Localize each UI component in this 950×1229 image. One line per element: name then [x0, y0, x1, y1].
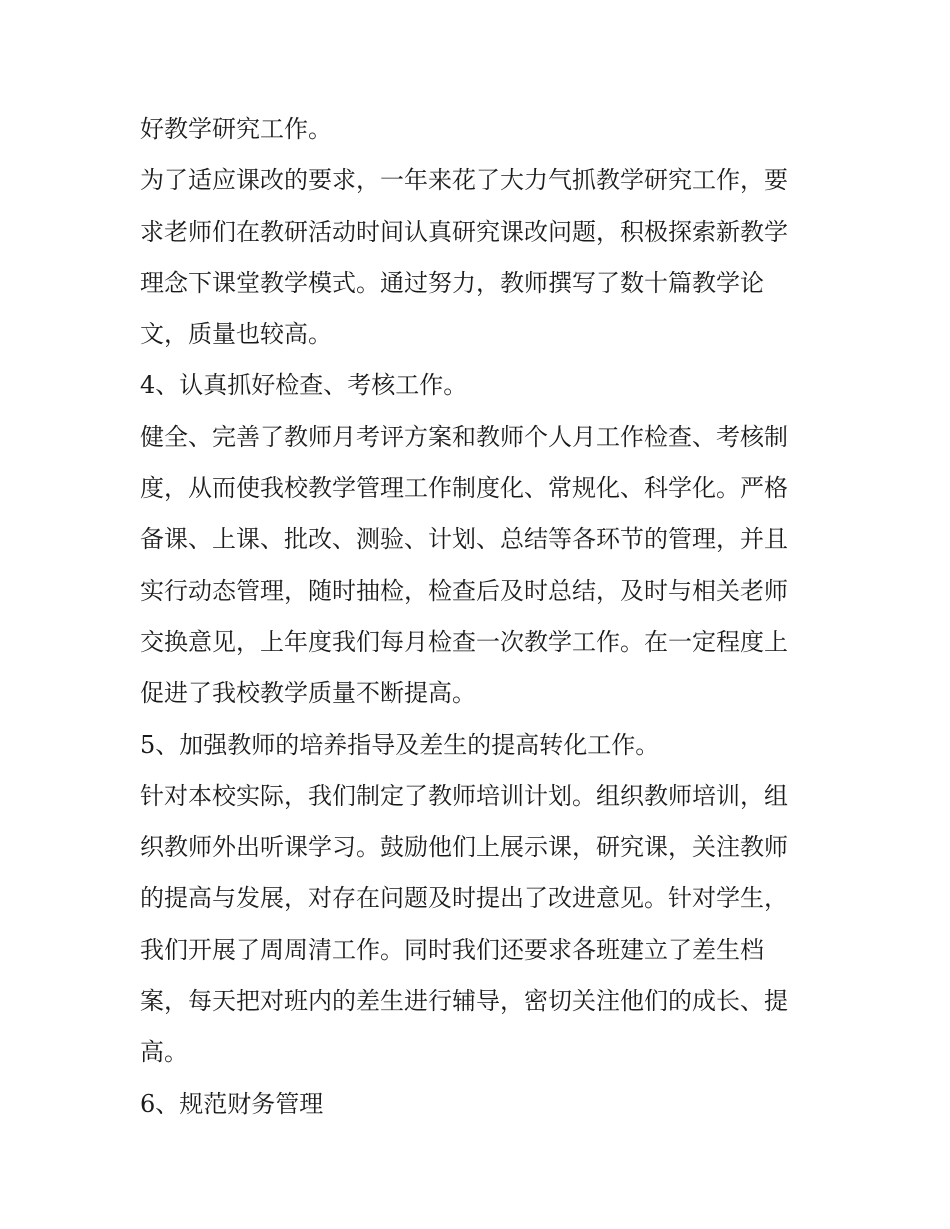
- section-heading-5: 5、加强教师的培养指导及差生的提高转化工作。: [140, 730, 660, 759]
- text-line: 促进了我校教学质量不断提高。: [140, 679, 476, 708]
- document-body: [140, 104, 812, 1130]
- text-line: 实行动态管理，随时抽检，检查后及时总结，及时与相关老师: [140, 576, 788, 605]
- text-line: 度，从而使我校教学管理工作制度化、常规化、科学化。严格: [140, 474, 788, 503]
- text-line: 我们开展了周周清工作。同时我们还要求各班建立了差生档: [140, 935, 764, 964]
- section-heading-4: 4、认真抓好检查、考核工作。: [140, 371, 468, 400]
- text-line: 案，每天把对班内的差生进行辅导，密切关注他们的成长、提: [140, 987, 788, 1016]
- text-line: 为了适应课改的要求，一年来花了大力气抓教学研究工作，要: [140, 166, 788, 195]
- text-line: 好教学研究工作。: [140, 115, 332, 143]
- text-line: 针对本校实际，我们制定了教师培训计划。组织教师培训，组: [140, 781, 788, 810]
- text-line: 织教师外出听课学习。鼓励他们上展示课，研究课，关注教师: [140, 833, 788, 862]
- text-line: 理念下课堂教学模式。通过努力，教师撰写了数十篇教学论: [140, 268, 764, 297]
- text-line: 健全、完善了教师月考评方案和教师个人月工作检查、考核制: [140, 422, 788, 451]
- text-line: 求老师们在教研活动时间认真研究课改问题，积极探索新教学: [140, 217, 788, 246]
- section-heading-6: 6、规范财务管理: [140, 1089, 324, 1118]
- text-line: 高。: [140, 1038, 188, 1067]
- text-line: 的提高与发展，对存在问题及时提出了改进意见。针对学生，: [140, 884, 788, 913]
- text-line: 备课、上课、批改、测验、计划、总结等各环节的管理，并且: [140, 525, 788, 554]
- text-line: 交换意见，上年度我们每月检查一次教学工作。在一定程度上: [140, 627, 788, 656]
- text-line: 文，质量也较高。: [140, 320, 332, 349]
